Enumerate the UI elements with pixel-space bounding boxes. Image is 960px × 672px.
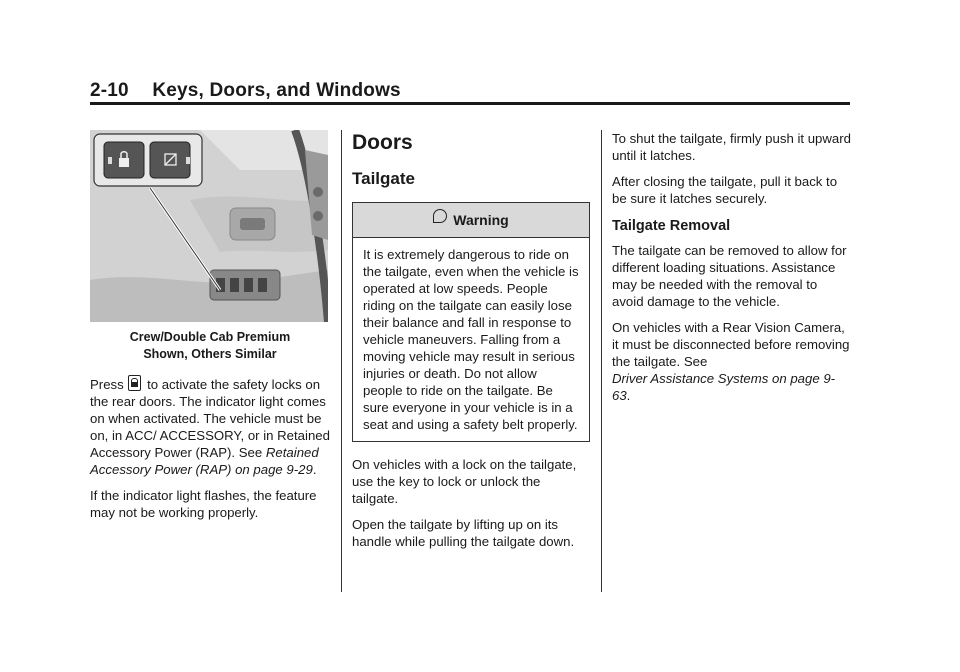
- door-panel-illustration: [90, 130, 328, 322]
- tailgate-latch-paragraph: After closing the tailgate, pull it back to be sure it latches securely.: [612, 174, 838, 206]
- middle-column: [352, 130, 590, 559]
- text-safety-locks: to activate the safety locks on the rear doors. The indicator light comes on when activated. The vehicle must be on, in ACC/ ACCESSORY, or in Retained Accessory Power (RAP). See: [90, 377, 330, 460]
- warning-box: [352, 202, 590, 442]
- indicator-flash-paragraph: If the indicator light flashes, the feature may not be working properly.: [90, 488, 317, 520]
- text-period: .: [626, 388, 631, 403]
- page-header: [90, 80, 401, 102]
- tailgate-open-paragraph: Open the tailgate by lifting up on its handle while pulling the tailgate down.: [352, 517, 575, 549]
- caption-line-1: Crew/Double Cab Premium: [129, 330, 291, 344]
- column-divider: [341, 130, 342, 592]
- text-press: Press: [90, 377, 124, 392]
- figure-caption: [90, 329, 330, 363]
- text-period: .: [312, 462, 317, 477]
- warning-label: Warning: [453, 212, 509, 228]
- column-divider: [601, 130, 602, 592]
- rear-camera-paragraph: [612, 319, 852, 404]
- chapter-title: Keys, Doors, and Windows: [152, 80, 401, 101]
- tailgate-lock-paragraph: On vehicles with a lock on the tailgate, use the key to lock or unlock the tailgate.: [352, 457, 577, 506]
- child-lock-icon: [128, 375, 141, 391]
- left-column: [90, 130, 330, 530]
- right-column: [612, 130, 852, 413]
- tailgate-removal-title: Tailgate Removal: [612, 218, 731, 234]
- section-title: Doors: [352, 131, 413, 154]
- cross-reference-driver-assistance[interactable]: Driver Assistance Systems on page 9-63: [612, 371, 836, 403]
- tailgate-shut-paragraph: To shut the tailgate, firmly push it upward until it latches.: [612, 131, 851, 163]
- safety-lock-paragraph: [90, 375, 330, 478]
- subsection-title: Tailgate: [352, 169, 415, 188]
- text-rear-camera: On vehicles with a Rear Vision Camera, it must be disconnected before removing the tailgate. See: [612, 320, 850, 369]
- caption-line-2: Shown, Others Similar: [143, 347, 277, 361]
- header-rule: [90, 102, 850, 105]
- cross-reference-rap[interactable]: Retained Accessory Power (RAP) on page 9-29: [90, 445, 319, 477]
- tailgate-removal-paragraph: The tailgate can be removed to allow for different loading situations. Assistance may be needed with the removal to avoid damage to the vehicle.: [612, 243, 847, 309]
- warning-text: It is extremely dangerous to ride on the tailgate, even when the vehicle is operated at low speeds. People riding on the tailgate can easily lose their balance and fall in response to vehicle maneuvers. Falling from a moving vehicle may result in serious injuries or death. Do not allow people to ride on the tailgate. Be sure everyone in your vehicle is in a seat and using a safety belt properly.: [363, 247, 579, 432]
- door-panel-drawing: [90, 130, 328, 322]
- page-number: 2-10: [90, 80, 129, 101]
- warning-icon: [433, 209, 447, 223]
- warning-header: [353, 203, 589, 238]
